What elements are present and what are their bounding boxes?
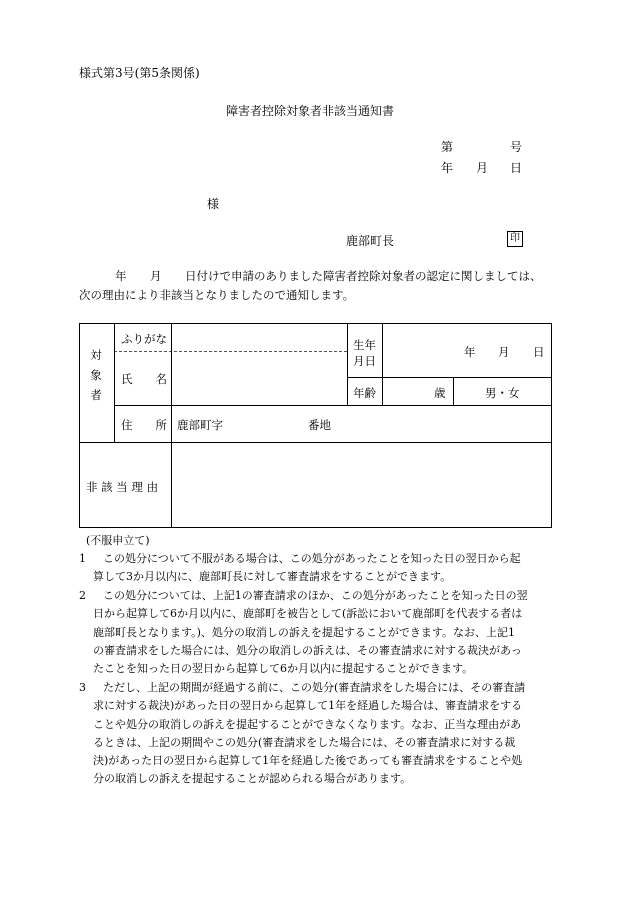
doc-number-prefix: 第 bbox=[441, 140, 454, 154]
intro-line1: 日付けで申請のありました障害者控除対象者の認定に関しましては、 bbox=[185, 269, 542, 283]
seal-mark: 印 bbox=[507, 231, 523, 247]
address-suffix: 番地 bbox=[308, 418, 331, 432]
reason-label: 非 該 当 理 由 bbox=[86, 480, 159, 494]
appeal-item-number: 1 bbox=[79, 552, 86, 565]
target-col-line bbox=[114, 323, 115, 442]
target-label: 対 象 者 bbox=[90, 348, 102, 402]
appeal-item-number: 2 bbox=[79, 589, 86, 602]
gender-choice: 男・女 bbox=[485, 386, 520, 400]
intro-year: 年 bbox=[115, 269, 127, 283]
addressee-suffix: 様 bbox=[207, 197, 220, 211]
form-number: 様式第3号(第5条関係) bbox=[79, 66, 200, 80]
date-month: 月 bbox=[476, 161, 489, 175]
appeal-heading: (不服申立て) bbox=[86, 534, 150, 547]
appeal-item-number: 3 bbox=[79, 681, 86, 694]
notice-table bbox=[79, 323, 552, 528]
address-label: 住 所 bbox=[121, 418, 167, 432]
doc-number-suffix: 号 bbox=[510, 140, 523, 154]
address-divider bbox=[114, 405, 552, 406]
age-gender-line bbox=[453, 377, 454, 405]
name-label: 氏 名 bbox=[121, 372, 167, 386]
intro-month: 月 bbox=[150, 269, 162, 283]
birth-divider bbox=[347, 377, 552, 378]
furigana-label: ふりがな bbox=[121, 332, 167, 346]
birth-label-2: 月日 bbox=[353, 354, 376, 368]
date-day: 日 bbox=[510, 161, 523, 175]
birth-month: 月 bbox=[498, 345, 510, 359]
date-year: 年 bbox=[441, 161, 454, 175]
intro-line2: 次の理由により非該当となりましたので通知します。 bbox=[79, 288, 355, 302]
birth-label-right-line bbox=[382, 323, 383, 405]
birth-day: 日 bbox=[533, 345, 545, 359]
issuer: 鹿部町長 bbox=[346, 234, 395, 248]
age-unit: 歳 bbox=[434, 386, 446, 400]
label-col-line bbox=[171, 323, 172, 528]
birth-label-1: 生年 bbox=[353, 338, 376, 352]
document-title: 障害者控除対象者非該当通知書 bbox=[226, 104, 395, 118]
birth-year: 年 bbox=[464, 345, 476, 359]
reason-divider bbox=[79, 442, 552, 443]
furigana-divider bbox=[114, 351, 347, 352]
age-label: 年齢 bbox=[353, 386, 376, 400]
birth-label-left-line bbox=[347, 323, 348, 405]
address-prefix: 鹿部町字 bbox=[177, 418, 223, 432]
